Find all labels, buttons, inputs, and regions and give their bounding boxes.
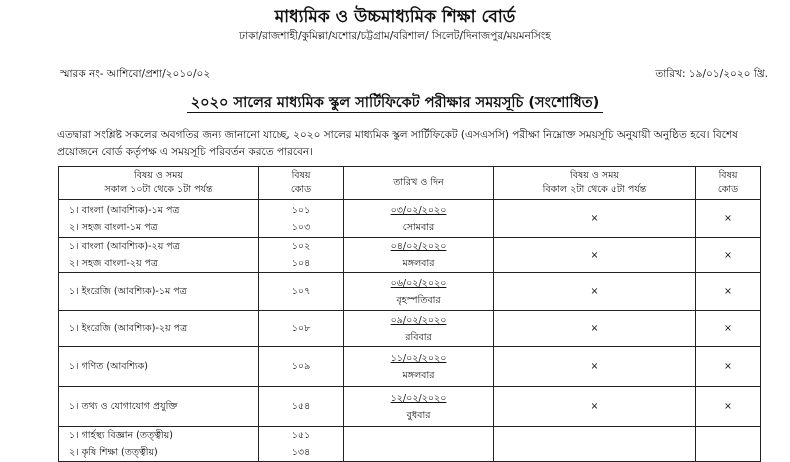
afternoon-code-cell: × xyxy=(696,387,761,427)
subject-code: ১৩৪ xyxy=(291,447,311,458)
date-day-cell xyxy=(344,347,494,387)
table-row xyxy=(59,427,761,462)
subject-cell xyxy=(59,200,259,238)
table-row xyxy=(59,387,761,427)
board-cities: ঢাকা/রাজশাহী/কুমিল্লা/যশোর/চট্টগ্রাম/বরিশাল/ সিলেট/দিনাজপুর/ময়মনসিংহ xyxy=(239,30,551,42)
subject-cell xyxy=(59,387,259,427)
afternoon-subject-cell: × xyxy=(494,238,696,273)
exam-date: ০৪/০২/২০২০ xyxy=(390,241,447,252)
exam-day: বুধবার xyxy=(406,409,431,421)
date-day-cell xyxy=(344,238,494,273)
exam-day: বৃহস্পতিবার xyxy=(396,294,441,306)
exam-day: রবিবার xyxy=(405,331,432,343)
exam-date: ১১/০২/২০২০ xyxy=(390,352,447,364)
subject-name: ২। কৃষি শিক্ষা (তত্ত্বীয়) xyxy=(69,447,158,458)
subject-code: ১০৩ xyxy=(291,221,311,233)
subject-code-cell xyxy=(259,200,344,238)
header-date-day: তারিখ ও দিন xyxy=(344,167,494,200)
exam-date: ০৬/০২/২০২০ xyxy=(390,277,447,289)
afternoon-subject-cell: × xyxy=(494,273,696,311)
subject-code-cell xyxy=(259,311,344,347)
exam-day: মঙ্গলবার xyxy=(402,258,435,269)
subject-code-cell xyxy=(259,387,344,427)
exam-schedule-table xyxy=(58,166,761,462)
table-row xyxy=(59,200,761,238)
table-row xyxy=(59,273,761,311)
exam-date: ০৯/০২/২০২০ xyxy=(390,314,447,326)
subject-code-cell xyxy=(259,347,344,387)
subject-code-cell xyxy=(259,238,344,273)
date-day-cell xyxy=(344,200,494,238)
date-day-cell xyxy=(344,427,494,462)
subject-name: ১। গার্হস্থ্য বিজ্ঞান (তত্ত্বীয়) xyxy=(69,430,173,441)
subject-cell xyxy=(59,273,259,311)
exam-day: মঙ্গলবার xyxy=(402,369,435,381)
exam-date: ০৩/০২/২০২০ xyxy=(390,204,447,216)
date-day-cell xyxy=(344,311,494,347)
exam-day: সোমবার xyxy=(402,221,435,233)
afternoon-code-cell: × xyxy=(696,273,761,311)
table-row xyxy=(59,238,761,273)
subject-code: ১০৭ xyxy=(291,286,311,297)
date-day-cell xyxy=(344,387,494,427)
notice-title xyxy=(0,92,790,116)
table-row xyxy=(59,311,761,347)
subject-cell xyxy=(59,238,259,273)
intro-paragraph: এতদ্বারা সংশ্লিষ্ট সকলের অবগতির জন্য জানানো যাচ্ছে, ২০২০ সালের মাধ্যমিক স্কুল সার্টিফিকেট (এসএসসি) পরীক্ষা নিম্নোক্ত সময়সূচি অনুযায়ী অনুষ্ঠিত হবে। বিশেষ প্রয়োজনে বোর্ড কর্তৃপক্ষ এ সময়সূচি পরিবর্তন করতে পারবেন। xyxy=(57,129,738,158)
subject-code: ১৫৪ xyxy=(291,401,311,412)
afternoon-code-cell: × xyxy=(696,347,761,387)
subject-name: ২। সহজ বাংলা-২য় পত্র xyxy=(69,258,158,269)
afternoon-code-cell: × xyxy=(696,200,761,238)
subject-code: ১৫১ xyxy=(291,430,311,441)
subject-cell xyxy=(59,427,259,462)
subject-code: ১০৪ xyxy=(291,258,311,269)
subject-code: ১০২ xyxy=(291,241,311,252)
subject-code: ১০৮ xyxy=(291,323,311,334)
afternoon-subject-cell: × xyxy=(494,311,696,347)
afternoon-subject-cell xyxy=(494,427,696,462)
afternoon-code-cell: × xyxy=(696,311,761,347)
subject-name: ১। বাংলা (আবশ্যিক)-১ম পত্র xyxy=(69,204,180,216)
subject-code: ১০৯ xyxy=(291,361,311,372)
subject-cell xyxy=(59,347,259,387)
memo-number: স্মারক নং- আশিবো/প্রশা/২০১০/০২ xyxy=(60,68,211,80)
header-subject-afternoon: বিষয় ও সময় বিকাল ২টা থেকে ৫টা পর্যন্ত xyxy=(494,167,696,200)
board-name: মাধ্যমিক ও উচ্চমাধ্যমিক শিক্ষা বোর্ড xyxy=(274,7,516,27)
exam-date: ১২/০২/২০২০ xyxy=(390,392,447,404)
subject-code: ১০১ xyxy=(291,204,311,216)
header-subject-morning: বিষয় ও সময় সকাল ১০টা থেকে ১টা পর্যন্ত xyxy=(59,167,259,200)
date-day-cell xyxy=(344,273,494,311)
subject-code-cell xyxy=(259,427,344,462)
subject-name: ১। বাংলা (আবশ্যিক)-২য় পত্র xyxy=(69,241,180,252)
subject-name: ১। ইংরেজি (আবশ্যিক)-১ম পত্র xyxy=(69,286,187,297)
notice-date: তারিখ: ১৯/০১/২০২০ খ্রি. xyxy=(655,68,768,80)
table-row xyxy=(59,347,761,387)
header-code: বিষয় কোড xyxy=(259,167,344,200)
subject-name: ১। ইংরেজি (আবশ্যিক)-২য় পত্র xyxy=(69,323,188,334)
afternoon-code-cell xyxy=(696,427,761,462)
subject-name: ১। গণিত (আবশ্যিক) xyxy=(69,361,148,372)
subject-code-cell xyxy=(259,273,344,311)
afternoon-subject-cell: × xyxy=(494,200,696,238)
table-header-row xyxy=(59,167,761,200)
afternoon-code-cell: × xyxy=(696,238,761,273)
notice-title-text: ২০২০ সালের মাধ্যমিক স্কুল সার্টিফিকেট পরীক্ষার সময়সূচি (সংশোধিত) xyxy=(187,95,604,113)
subject-name: ১। তথ্য ও যোগাযোগ প্রযুক্তি xyxy=(69,401,178,412)
afternoon-subject-cell: × xyxy=(494,387,696,427)
subject-cell xyxy=(59,311,259,347)
subject-name: ২। সহজ বাংলা-১ম পত্র xyxy=(69,221,158,233)
header-code-afternoon: বিষয় কোড xyxy=(696,167,761,200)
afternoon-subject-cell: × xyxy=(494,347,696,387)
